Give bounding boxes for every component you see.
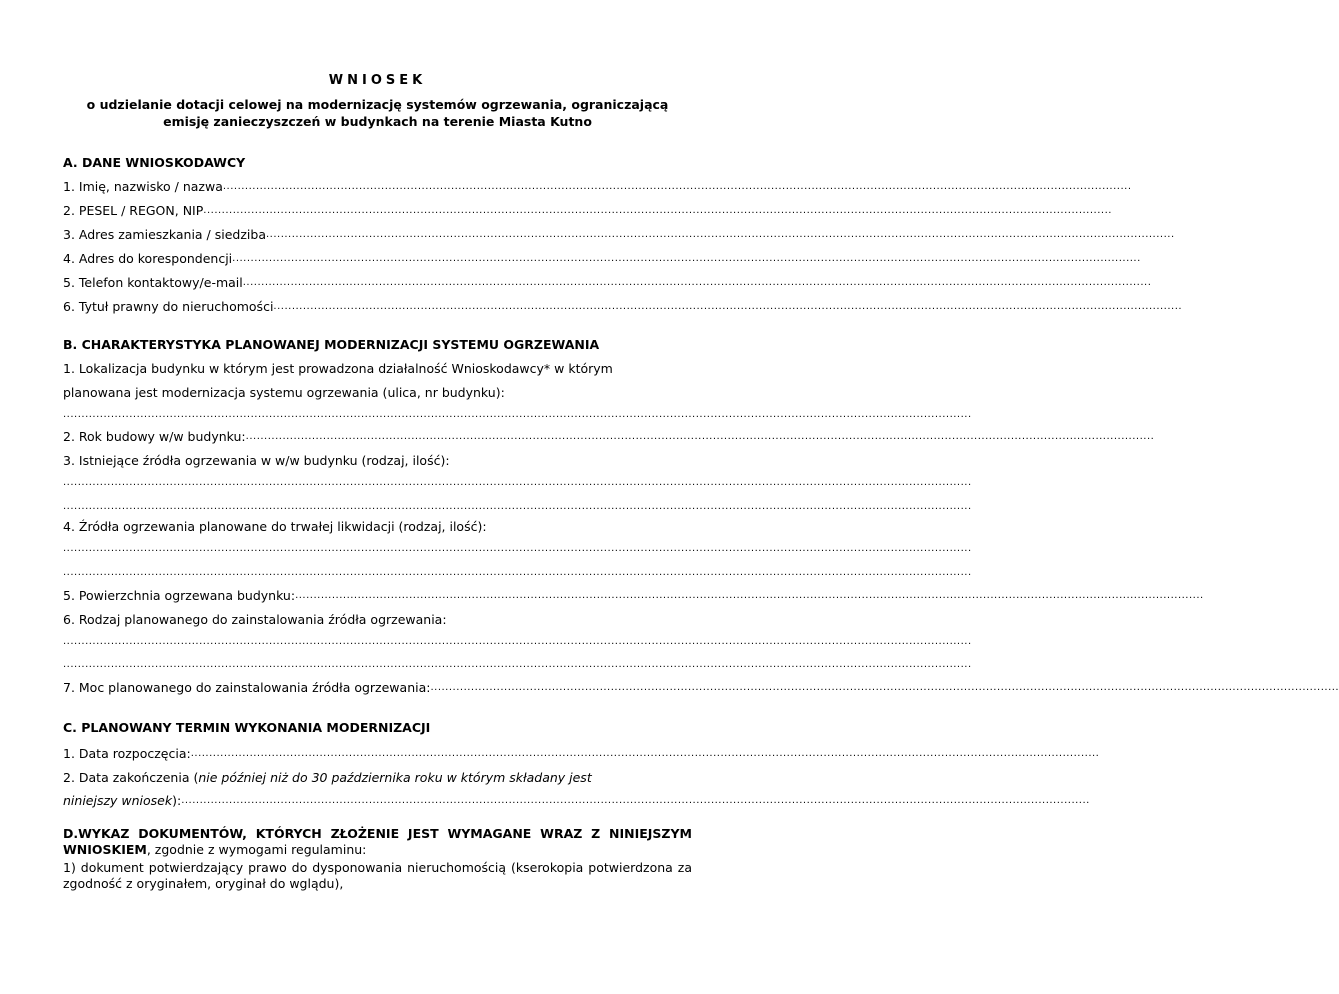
field-end-date[interactable]: niniejszy wniosek): ....................................................................................................................................................................................................................................................... — [63, 793, 1090, 808]
field-label: 5. Powierzchnia ogrzewana budynku: — [63, 588, 296, 603]
field-label: 3. Adres zamieszkania / siedziba — [63, 227, 266, 242]
field-power[interactable] — [63, 679, 1339, 696]
document-title: WNIOSEK — [328, 73, 427, 88]
field-pesel[interactable] — [63, 202, 1112, 219]
fill-line: ....................................................................................................................................................................................................................................................... — [430, 682, 1339, 693]
fill-line: ....................................................................................................................................................................................................................................................... — [203, 205, 1112, 216]
section-d-item-1: 1) dokument potwierdzający prawo do dysponowania nieruchomością (kserokopia potwierdzona za zgodność z oryginałem, oryginał do wglądu), — [63, 860, 692, 891]
field-existing-sources-2[interactable] — [63, 498, 972, 515]
fill-line: ....................................................................................................................................................................................................................................................... — [295, 590, 1204, 601]
field-location-label-1: 1. Lokalizacja budynku w którym jest prowadzona działalność Wnioskodawcy* w którym — [63, 361, 613, 376]
field-new-source-label: 6. Rodzaj planowanego do zainstalowania źródła ogrzewania: — [63, 612, 447, 627]
field-label: 2. Rok budowy w/w budynku: — [63, 429, 246, 444]
field-location-label-2: planowana jest modernizacja systemu ogrzewania (ulica, nr budynku): — [63, 385, 505, 400]
fill-line: ....................................................................................................................................................................................................................................................... — [63, 659, 972, 670]
fill-line: ....................................................................................................................................................................................................................................................... — [273, 301, 1183, 312]
section-c-heading: C. PLANOWANY TERMIN WYKONANIA MODERNIZACJI — [63, 720, 431, 735]
fill-line: ....................................................................................................................................................................................................................................................... — [265, 229, 1175, 240]
field-phone[interactable] — [63, 274, 1152, 291]
document-subtitle — [63, 96, 692, 130]
fill-line: ....................................................................................................................................................................................................................................................... — [181, 795, 1090, 806]
fill-line: ....................................................................................................................................................................................................................................................... — [63, 567, 972, 578]
fill-line: ....................................................................................................................................................................................................................................................... — [222, 181, 1132, 192]
field-correspondence[interactable] — [63, 250, 1141, 267]
fill-line: ....................................................................................................................................................................................................................................................... — [245, 431, 1155, 442]
field-label: 1. Imię, nazwisko / nazwa — [63, 179, 223, 194]
subtitle-line-2: emisję zanieczyszczeń w budynkach na terenie Miasta Kutno — [163, 114, 592, 129]
section-b-heading: B. CHARAKTERYSTYKA PLANOWANEJ MODERNIZACJI SYSTEMU OGRZEWANIA — [63, 337, 600, 352]
field-build-year[interactable] — [63, 428, 1155, 445]
section-a-heading: A. DANE WNIOSKODAWCY — [63, 155, 246, 170]
field-label: 4. Adres do korespondencji — [63, 251, 233, 266]
field-legal-title[interactable] — [63, 298, 1183, 315]
section-d-heading: D.WYKAZ DOKUMENTÓW, KTÓRYCH ZŁOŻENIE JEST WYMAGANE WRAZ Z NINIEJSZYM WNIOSKIEM, zgodnie z wymogami regulaminu: — [63, 826, 692, 857]
field-liquidation-2[interactable] — [63, 564, 972, 581]
field-heated-area[interactable] — [63, 587, 1204, 604]
field-existing-sources-1[interactable] — [63, 474, 972, 491]
field-existing-sources-label: 3. Istniejące źródła ogrzewania w w/w budynku (rodzaj, ilość): — [63, 453, 450, 468]
field-label: 1. Data rozpoczęcia: — [63, 746, 191, 761]
field-label: 7. Moc planowanego do zainstalowania źródła ogrzewania: — [63, 680, 431, 695]
fill-line: ....................................................................................................................................................................................................................................................... — [63, 636, 972, 647]
subtitle-line-1: o udzielanie dotacji celowej na modernizację systemów ogrzewania, ograniczającą — [86, 97, 669, 112]
field-liquidation-label: 4. Źródła ogrzewania planowane do trwałej likwidacji (rodzaj, ilość): — [63, 519, 487, 534]
field-label: 2. PESEL / REGON, NIP — [63, 203, 204, 218]
fill-line: ....................................................................................................................................................................................................................................................... — [63, 501, 972, 512]
field-start-date[interactable] — [63, 745, 1100, 762]
field-label: 6. Tytuł prawny do nieruchomości — [63, 299, 274, 314]
fill-line: ....................................................................................................................................................................................................................................................... — [63, 409, 972, 420]
field-name[interactable] — [63, 178, 1132, 195]
fill-line: ....................................................................................................................................................................................................................................................... — [190, 748, 1100, 759]
field-end-date-label: 2. Data zakończenia (nie później niż do 30 października roku w którym składany jest — [63, 770, 592, 785]
field-new-source-2[interactable] — [63, 656, 972, 673]
fill-line: ....................................................................................................................................................................................................................................................... — [232, 253, 1141, 264]
field-location[interactable] — [63, 406, 972, 423]
fill-line: ....................................................................................................................................................................................................................................................... — [63, 477, 972, 488]
field-address[interactable] — [63, 226, 1175, 243]
fill-line: ....................................................................................................................................................................................................................................................... — [242, 277, 1152, 288]
fill-line: ....................................................................................................................................................................................................................................................... — [63, 543, 972, 554]
field-label: 5. Telefon kontaktowy/e-mail — [63, 275, 243, 290]
field-new-source-1[interactable] — [63, 633, 972, 650]
field-liquidation-1[interactable] — [63, 540, 972, 557]
